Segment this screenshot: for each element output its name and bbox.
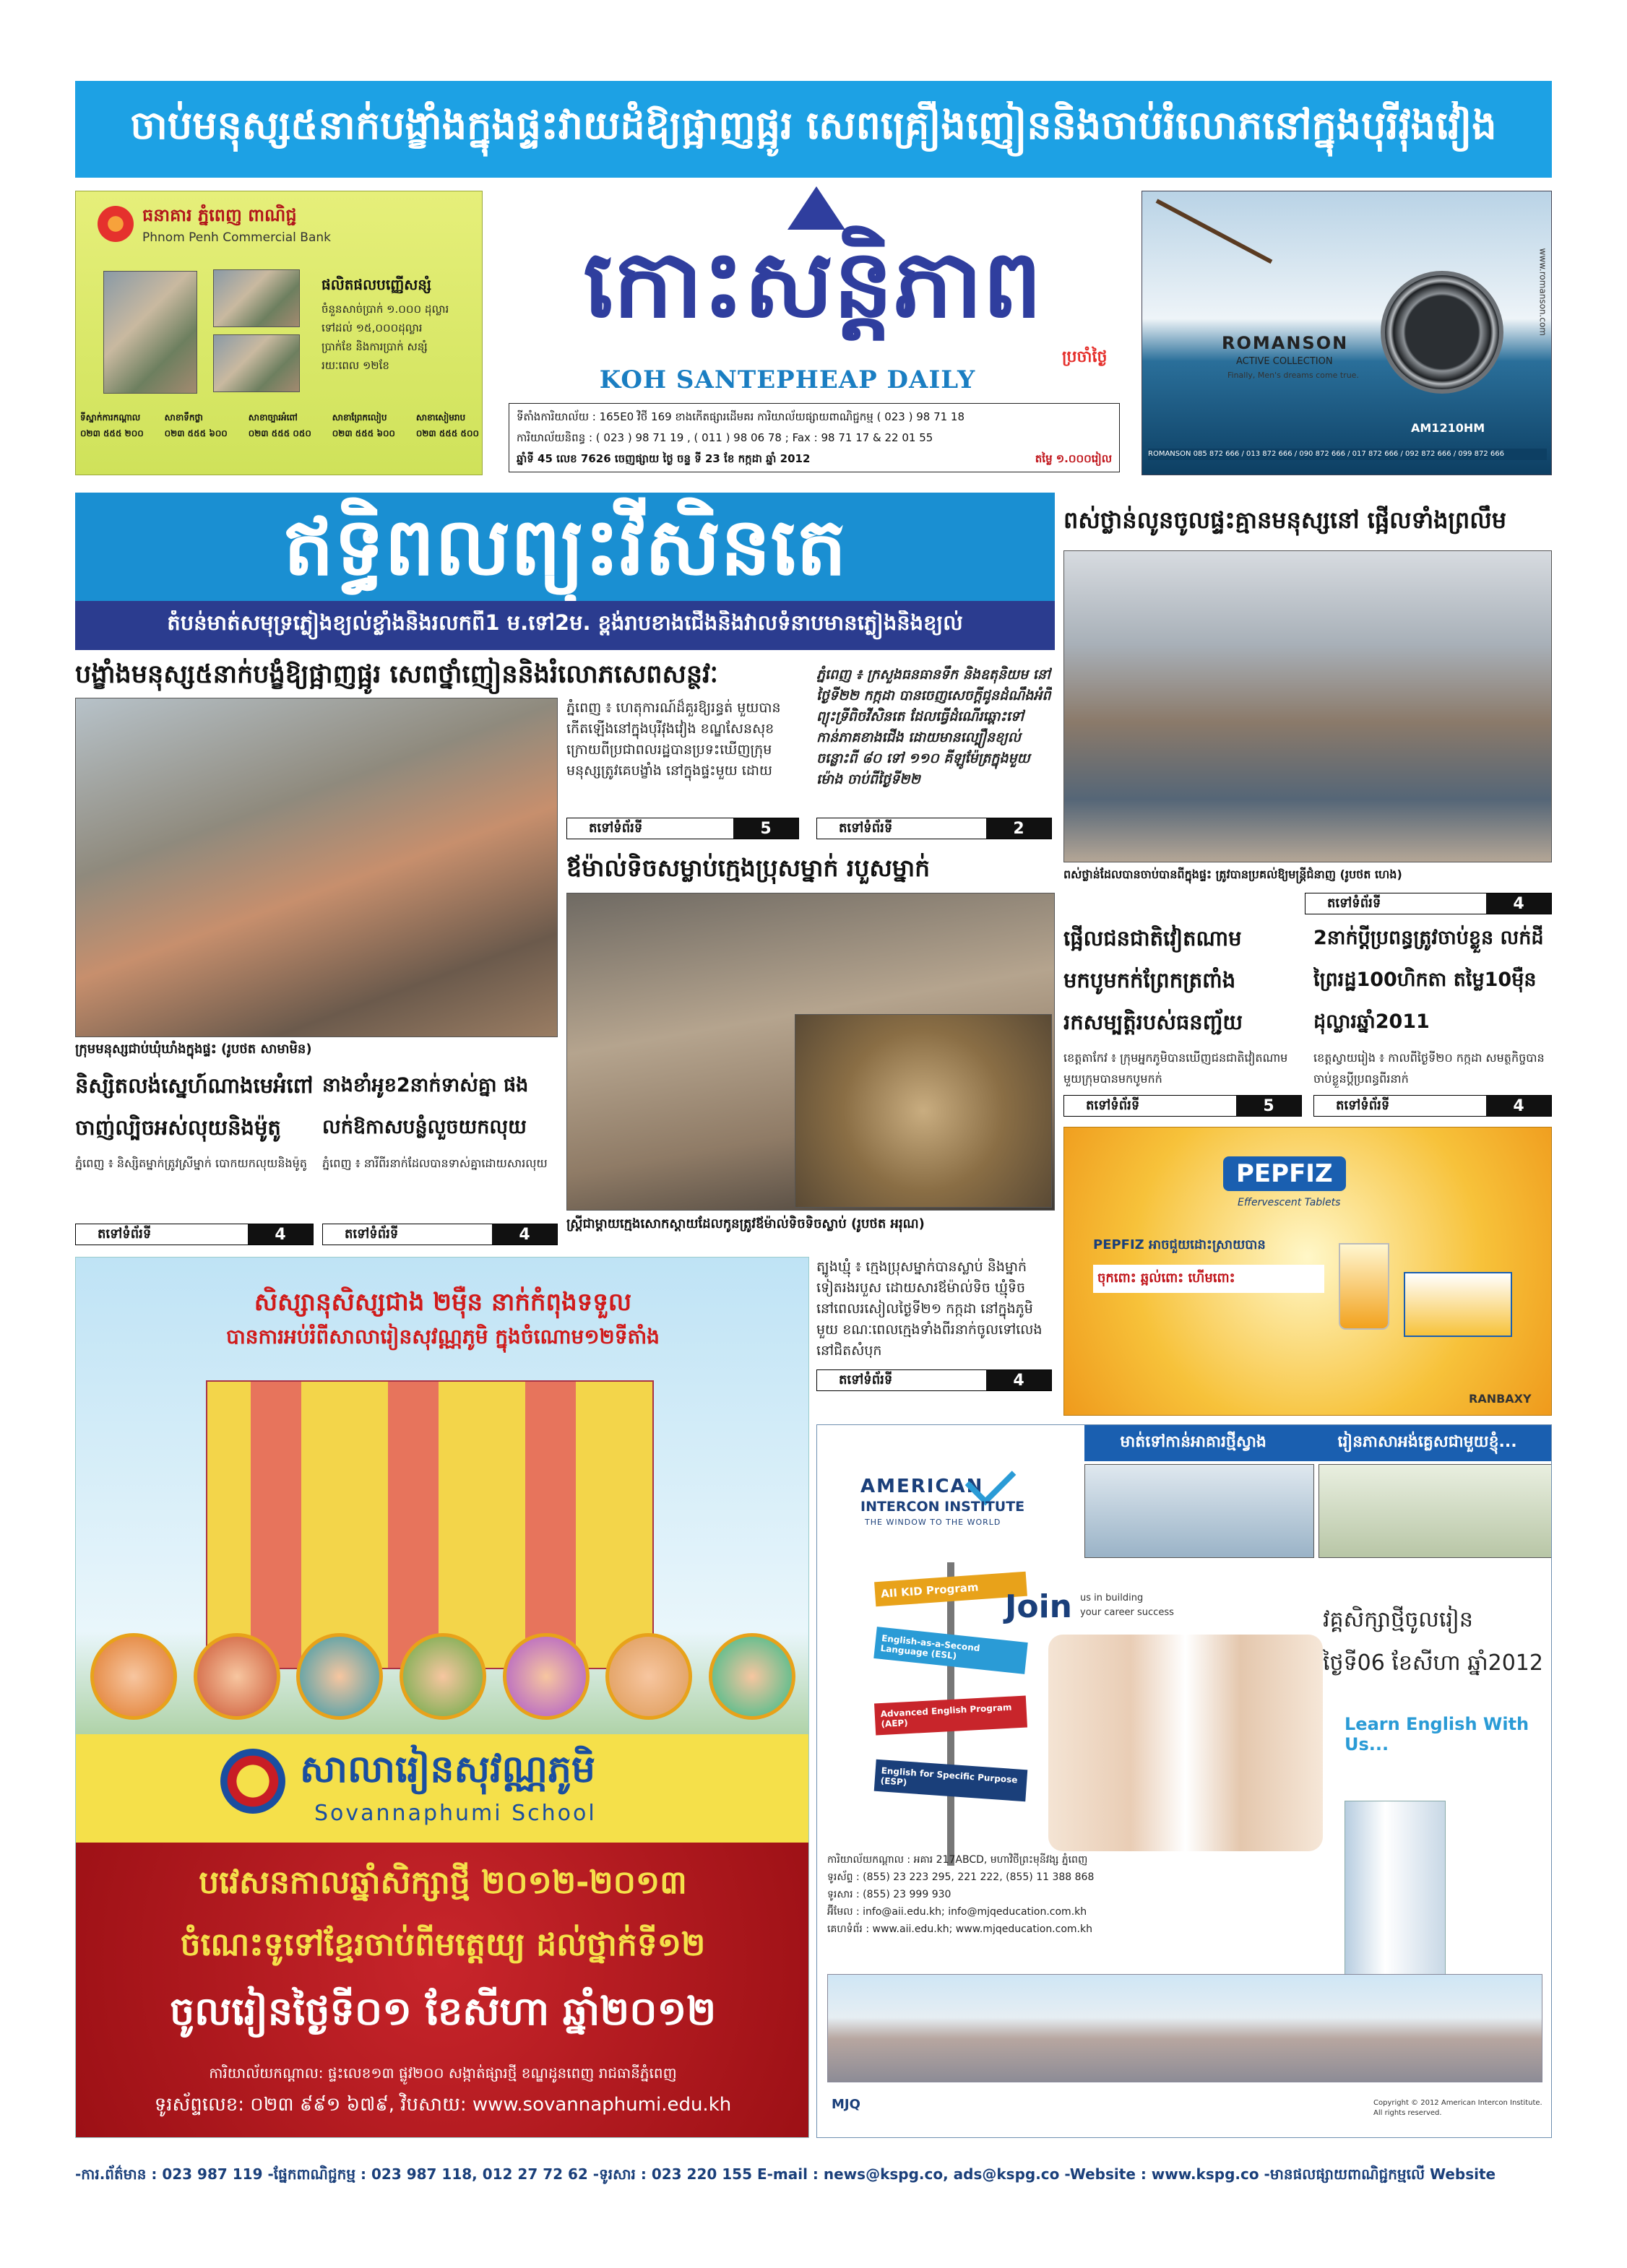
aii-phone: ទូរស័ព្ទ : (855) 23 223 295, 221 222, (855) 11 388 868: [827, 1871, 1095, 1883]
story5-text: ខេត្តស្វាយរៀង ៖ កាលពីថ្ងៃទី២០ កក្កដា សមត្ថកិច្ចបានចាប់ខ្លួនប្តីប្រពន្ធពីរនាក់: [1313, 1051, 1545, 1086]
masthead-title-english: KOH SANTEPHEAP DAILY: [599, 365, 976, 394]
watch-ship-mast: [1156, 199, 1273, 264]
school-photo-circle: [605, 1633, 692, 1720]
aii-banner1: មាត់ទៅកាន់អាគារថ្មីស្វាង: [1120, 1433, 1266, 1451]
aii-enroll-line1: វគ្គសិក្សាថ្មីចូលរៀន: [1323, 1607, 1473, 1632]
school-top-line2: បានការអប់រំពីសាលារៀនសុវណ្ណភូមិ ក្នុងចំណោម១២ទីតាំង: [226, 1325, 660, 1349]
story1-cont-b[interactable]: [816, 818, 1052, 839]
story3-cont[interactable]: [1305, 893, 1552, 914]
aii-mjq-logo: MJQ: [832, 2097, 860, 2112]
school-top-line1: សិស្សានុសិស្សជាង ២ម៉ឺន នាក់កំពុងទទួល: [254, 1288, 632, 1317]
story3-photo: [1063, 550, 1552, 862]
continued-label: តទៅទំព័រទី: [817, 818, 986, 839]
continued-page: 2: [986, 818, 1051, 839]
aii-institute-line1: AMERICAN: [860, 1476, 984, 1497]
story2-headline: ឪម៉ាល់ទិចសម្លាប់ក្មេងប្រុសម្នាក់ របួសម្នាក់: [566, 854, 931, 882]
aii-join: Join: [1005, 1588, 1073, 1625]
aii-program-sign: English-as-a-Second Language (ESL): [873, 1627, 1027, 1674]
aii-contact-block: [827, 1851, 1232, 1938]
story7-cont[interactable]: [322, 1224, 558, 1245]
bank-promo-line: រយៈពេល ១២ខែ: [321, 359, 389, 372]
bank-photo-couple: [213, 269, 300, 327]
continued-page: 4: [492, 1224, 557, 1245]
aii-checkmark-icon: [965, 1455, 1017, 1506]
masthead-tag: ប្រចាំថ្ងៃ: [1062, 348, 1108, 366]
story1-text-b: ភ្នំពេញ ៖ ក្រសួងធនធានទឹក និងឧតុនិយម នៅថ្ងៃទី២២ កក្កដា បានចេញសេចក្តីជូនដំណឹងអំពីព្យុះទី្រពិចវីសិនតេ ដែលធ្វើដំណើរឆ្ពោះទៅកាន់ភាគខាងជើង ដោយមានល្បឿនខ្យល់ ចន្លោះពី ៨០ ទៅ ១១០ គីឡូម៉ែត្រក្នុងមួយម៉ោង ចាប់ពីថ្ងៃទី២២: [816, 667, 1051, 787]
aii-copyright: Copyright © 2012 American Intercon Institute. All rights reserved.: [1373, 2099, 1542, 2117]
masthead-issue: ឆ្នាំទី 45 លេខ 7626 ចេញផ្សាយ ថ្ងៃ ចន្ទ ទី 23 ខែ កក្កដា ឆ្នាំ 2012: [517, 452, 811, 465]
ad-watch[interactable]: [1142, 191, 1552, 475]
masthead-temple-icon: [787, 186, 845, 230]
pepfiz-benefits: ចុកពោះ ឆ្អល់ពោះ ហើមពោះ: [1093, 1265, 1324, 1293]
story5-cont[interactable]: [1313, 1095, 1552, 1117]
story1-headline: បង្ខាំងមនុស្ស៥នាក់បង្ខំឱ្យផ្អាញផ្អូរ សេពថ្នាំញៀននិងរំលោភសេពសន្ថវៈ: [75, 660, 718, 689]
bank-promo-line: ចំនួនសាច់ប្រាក់ ១.០០០ ដុល្លារ: [321, 303, 449, 316]
school-name-khmer: សាលារៀនសុវណ្ណភូមិ: [300, 1748, 596, 1791]
continued-label: តទៅទំព័រទី: [1306, 893, 1486, 914]
bank-branch: សាខាព្រែកលៀប ០២៣ ៥៥៥ ៦០០: [332, 412, 395, 438]
pepfiz-sub: Effervescent Tablets: [1238, 1197, 1341, 1208]
aii-program-sign: English for Specific Purpose (ESP): [874, 1760, 1028, 1802]
continued-label: តទៅទំព័រទី: [567, 818, 733, 839]
top-banner-text: ចាប់មនុស្ស៥នាក់បង្ខាំងក្នុងផ្ទះវាយដំឱ្យផ្អាញផ្អូរ សេពគ្រឿងញៀននិងចាប់រំលោភនៅក្នុងបុរីវុងវៀង: [130, 102, 1497, 148]
aii-join-sub2: your career success: [1080, 1607, 1174, 1618]
bank-name-khmer: ធនាគារ ភ្នំពេញ ពាណិជ្ជ: [142, 205, 297, 225]
story3-headline: ពស់ថ្លាន់លូនចូលផ្ទះគ្មានមនុស្សនៅ ផ្អើលទាំងព្រលឹម: [1063, 506, 1507, 534]
school-logo-icon: [220, 1749, 285, 1814]
aii-fax: ទូរសារ : (855) 23 999 930: [827, 1889, 951, 1900]
story7-headline: នាងខាំអូខ2នាក់ទាស់គ្នា ផងលក់ឱកាសបន្លំលួចយកលុយ: [322, 1074, 529, 1138]
continued-label: តទៅទំព័រទី: [1064, 1096, 1236, 1116]
story1-cont-a[interactable]: [566, 818, 799, 839]
school-photo-circle: [709, 1633, 795, 1720]
story2-text: ត្បូងឃ្មុំ ៖ ក្មេងប្រុសម្នាក់បានស្លាប់ និងម្នាក់ទៀតរងរបួស ដោយសារឪម៉ាល់ទិច ឃ្មុំទិចនៅពេលរសៀលថ្ងៃទី២១ កក្កដា នៅក្នុងភូមិមួយ ខណៈពេលក្មេងទាំងពីរនាក់ចូលទៅលេងនៅជិតសំបុក: [816, 1259, 1043, 1358]
story7-text: ភ្នំពេញ ៖ នារីពីរនាក់ដែលបានទាស់គ្នាដោយសារលុយ: [322, 1156, 548, 1170]
story1-text-a: ភ្នំពេញ ៖ ហេតុការណ៍ដ៏គួរឱ្យរន្ធត់ មួយបានកើតឡើងនៅក្នុងបុរីវុងវៀង ខណ្ឌសែនសុខ ក្រោយពីប្រជាពលរដ្ឋបានប្រទះឃើញក្រុមមនុស្សត្រូវគេបង្ខាំង នៅក្នុងផ្ទះមួយ ដោយ: [566, 700, 781, 779]
masthead-price: តម្លៃ ១.០០០រៀល: [1035, 452, 1112, 465]
school-photo-circle: [503, 1633, 590, 1720]
watch-dealers: ROMANSON 085 872 666 / 013 872 666 / 090 872 666 / 017 872 666 / 092 872 666 / 099 872 666: [1148, 449, 1547, 460]
aii-photo-office: [1319, 1464, 1552, 1558]
school-photo-circle: [400, 1633, 486, 1720]
aii-students-photo: [1048, 1635, 1323, 1851]
school-building: [206, 1380, 654, 1669]
footer-bar: [75, 2161, 1552, 2190]
watch-website: www.romanson.com: [1537, 248, 1548, 336]
aii-institute-line2: INTERCON INSTITUTE: [860, 1499, 1025, 1515]
lead-headline: ឥទ្ធិពលព្យុះវីសិនតេ: [283, 500, 847, 593]
aii-tagline: THE WINDOW TO THE WORLD: [865, 1518, 1001, 1527]
continued-label: តទៅទំព័រទី: [76, 1224, 248, 1245]
watch-face-icon: [1381, 271, 1503, 394]
continued-page: 5: [733, 818, 798, 839]
bank-branch: សាខាសៀមរាប ០២៣ ៥៥៥ ៥០០: [415, 412, 479, 438]
lead-headline-box: [75, 493, 1055, 601]
ad-bank[interactable]: [75, 191, 483, 475]
bank-promo-title: ផលិតផលបញ្ញើសន្សំ: [321, 276, 431, 293]
pepfiz-brand: PEPFIZ: [1223, 1156, 1346, 1191]
pepfiz-maker: RANBAXY: [1469, 1392, 1532, 1406]
continued-page: 5: [1236, 1096, 1301, 1116]
pepfiz-desc: PEPFIZ អាចជួយដោះស្រាយបាន: [1093, 1237, 1266, 1252]
bank-branch: សាខាច្បារអំពៅ ០២៣ ៥៥៥ ០៥០: [248, 412, 311, 438]
masthead: [499, 186, 1127, 475]
bank-promo-line: ទៅដល់ ១៥,០០០ដុល្លារ: [321, 321, 423, 334]
story1-photo: [75, 698, 558, 1037]
watch-brand: ROMANSON: [1222, 333, 1349, 353]
pepfiz-box-icon: [1404, 1272, 1512, 1337]
aii-program-sign: AII KID Program: [874, 1572, 1027, 1607]
bank-branch: ទីស្នាក់ការកណ្តាល ០២៣ ៥៥៥ ២០០: [80, 412, 144, 438]
school-contact: ទូរស័ព្ទលេខ: ០២៣ ៩៩១ ៦៧៩, វិបសាយ: www.sovannaphumi.edu.kh: [154, 2094, 732, 2116]
continued-page: 4: [986, 1370, 1051, 1390]
bank-name-english: Phnom Penh Commercial Bank: [142, 230, 332, 245]
aii-signpost: [875, 1562, 1027, 1866]
story6-cont[interactable]: [75, 1224, 314, 1245]
story2-photo-nest: [795, 1014, 1052, 1208]
story6-headline: និស្សិតលង់ស្នេហ៍ណាងមេអំពៅ ចាញ់ល្បិចអស់លុយនិងម៉ូតូ: [75, 1073, 314, 1140]
watch-slogan: Finally, Men's dreams come true.: [1227, 371, 1359, 380]
aii-learn: Learn English With Us...: [1345, 1714, 1529, 1754]
ad-school[interactable]: [75, 1257, 809, 2138]
school-line3: ចូលរៀនថ្ងៃទី០១ ខែសីហា ឆ្នាំ២០១២: [169, 1988, 717, 2034]
continued-page: 4: [1486, 893, 1551, 914]
aii-web: គេហទំព័រ : www.aii.edu.kh; www.mjqeducation.com.kh: [827, 1923, 1092, 1935]
ad-aii[interactable]: [816, 1424, 1552, 2138]
story2-caption: ស្ត្រីជាម្តាយក្មេងសោកស្តាយដែលកូនត្រូវឪម៉ាល់ទិចទិចស្លាប់ (រូបថត អរុណ): [566, 1216, 925, 1232]
aii-photo-lobby: [1084, 1464, 1314, 1558]
footer-text: -ការ.ព័ត៌មាន : 023 987 119 -ផ្នែកពាណិជ្ជកម្ម : 023 987 118, 012 27 72 62 -ទូរសារ : 023 220 155 E-mail : news@kspg.co, ads@kspg.co -Website : www.kspg.co -មានផលផ្សាយពាណិជ្ជកម្មលើ Website: [75, 2165, 1496, 2183]
school-photo-circle: [296, 1633, 383, 1720]
school-photo-circle: [194, 1633, 280, 1720]
masthead-info-box: [509, 403, 1120, 472]
story6-text: ភ្នំពេញ ៖ និស្សិតម្នាក់ត្រូវស្រីម្នាក់ បោកយកលុយនិងម៉ូតូ: [75, 1156, 307, 1170]
aii-banner2: រៀនភាសាអង់គ្លេសជាមួយខ្ញុំ...: [1337, 1433, 1517, 1451]
aii-email: អ៊ីមែល : info@aii.edu.kh; info@mjqeducation.com.kh: [827, 1906, 1087, 1918]
aii-campus-photo: [827, 1974, 1542, 2082]
school-line1: បវេសនកាលឆ្នាំសិក្សាថ្មី ២០១២-២០១៣: [199, 1864, 687, 1901]
watch-collection: ACTIVE COLLECTION: [1236, 356, 1333, 367]
bank-logo-icon: [98, 206, 134, 242]
lead-subhead-box: [75, 601, 1055, 650]
school-name-english: Sovannaphumi School: [314, 1801, 597, 1826]
continued-label: តទៅទំព័រទី: [323, 1224, 492, 1245]
school-photo-circles: [90, 1633, 795, 1720]
bank-branches: [80, 410, 479, 441]
story4-headline: ផ្អើលជនជាតិវៀតណាម មកបូមកក់ព្រែកត្រពាំង រកសម្បត្តិរបស់ធនញ្ជ័យ: [1063, 926, 1243, 1034]
masthead-title-khmer: កោះសន្តិភាព: [583, 228, 1043, 339]
bank-promo-line: ប្រាក់ខែ និងការប្រាក់ សន្សំ: [321, 340, 428, 353]
aii-enroll-line2: ថ្ងៃទី06 ខែសីហា ឆ្នាំ2012: [1323, 1650, 1543, 1676]
top-banner: [75, 81, 1552, 178]
school-address: ការិយាល័យកណ្តាល: ផ្ទះលេខ១៣ ផ្លូវ២០០ សង្កាត់ផ្សារថ្មី ខណ្ឌដូនពេញ រាជធានីភ្នំពេញ: [209, 2064, 677, 2082]
ad-pepfiz[interactable]: [1063, 1127, 1552, 1416]
story4-cont[interactable]: [1063, 1095, 1302, 1117]
aii-join-sub1: us in building: [1080, 1593, 1144, 1603]
aii-program-sign: Advanced English Program (AEP): [874, 1696, 1027, 1736]
continued-page: 4: [248, 1224, 313, 1245]
continued-page: 4: [1486, 1096, 1551, 1116]
pepfiz-glass-icon: [1339, 1243, 1389, 1330]
story4-text: ខេត្តតាកែវ ៖ ក្រុមអ្នកភូមិបានឃើញជនជាតិវៀតណាមមួយក្រុមបានមកបូមកក់: [1063, 1051, 1288, 1086]
lead-subhead: តំបន់មាត់សមុទ្រភ្លៀងខ្យល់ខ្លាំងនិងរលកពី1 ម.ទៅ2ម. ខ្ពង់រាបខាងជើងនិងវាលទំនាបមានភ្លៀងនិងខ្យល់: [167, 610, 963, 635]
masthead-address: ទីតាំងការិយាល័យ : 165E0 វិថី 169 ខាងកើតផ្សារដើមគរ ការិយាល័យផ្សាយពាណិជ្ជកម្ម ( 023 ) 98 71 18: [517, 410, 965, 423]
school-line2: ចំណេះទូទៅខ្មែរចាប់ពីមត្តេយ្យ ដល់ថ្នាក់ទី១២: [180, 1926, 706, 1963]
bank-promo-lines: [321, 300, 473, 375]
school-photo-circle: [90, 1633, 177, 1720]
story3-caption: ពស់ថ្លាន់ដែលបានចាប់បានពីក្នុងផ្ទះ ត្រូវបានប្រគល់ឱ្យមន្ត្រីជំនាញ (រូបថត ហេង): [1063, 867, 1402, 881]
aii-address: ការិយាល័យកណ្តាល : អគារ 217ABCD, មហាវិថីព្រះមុនីវង្ស ភ្នំពេញ: [827, 1854, 1088, 1866]
masthead-phones: ការិយាល័យនិពន្ធ : ( 023 ) 98 71 19 , ( 011 ) 98 06 78 ; Fax : 98 71 17 & 22 01 55: [517, 431, 933, 444]
masthead-issue-row: [517, 449, 1112, 469]
watch-model: AM1210HM: [1411, 421, 1485, 435]
story2-cont[interactable]: [816, 1369, 1052, 1391]
story1-caption: ក្រុមមនុស្សជាប់ឃុំឃាំងក្នុងផ្ទះ (រូបថត សាមាមិន): [75, 1042, 312, 1057]
bank-photo-family: [103, 271, 197, 394]
continued-label: តទៅទំព័រទី: [1314, 1096, 1486, 1116]
aii-top-bar: [1084, 1425, 1552, 1461]
story5-headline: 2នាក់ប្តីប្រពន្ធត្រូវចាប់ខ្លួន លក់ដីព្រៃរដ្ឋ100ហិកតា តម្លៃ10ម៉ឺនដុល្លារឆ្នាំ2011: [1313, 927, 1544, 1033]
bank-branch: សាខាទឹកថ្លា ០២៣ ៥៥៥ ៦០០: [164, 412, 228, 438]
continued-label: តទៅទំព័រទី: [817, 1370, 986, 1390]
bank-photo-hands: [213, 334, 300, 392]
